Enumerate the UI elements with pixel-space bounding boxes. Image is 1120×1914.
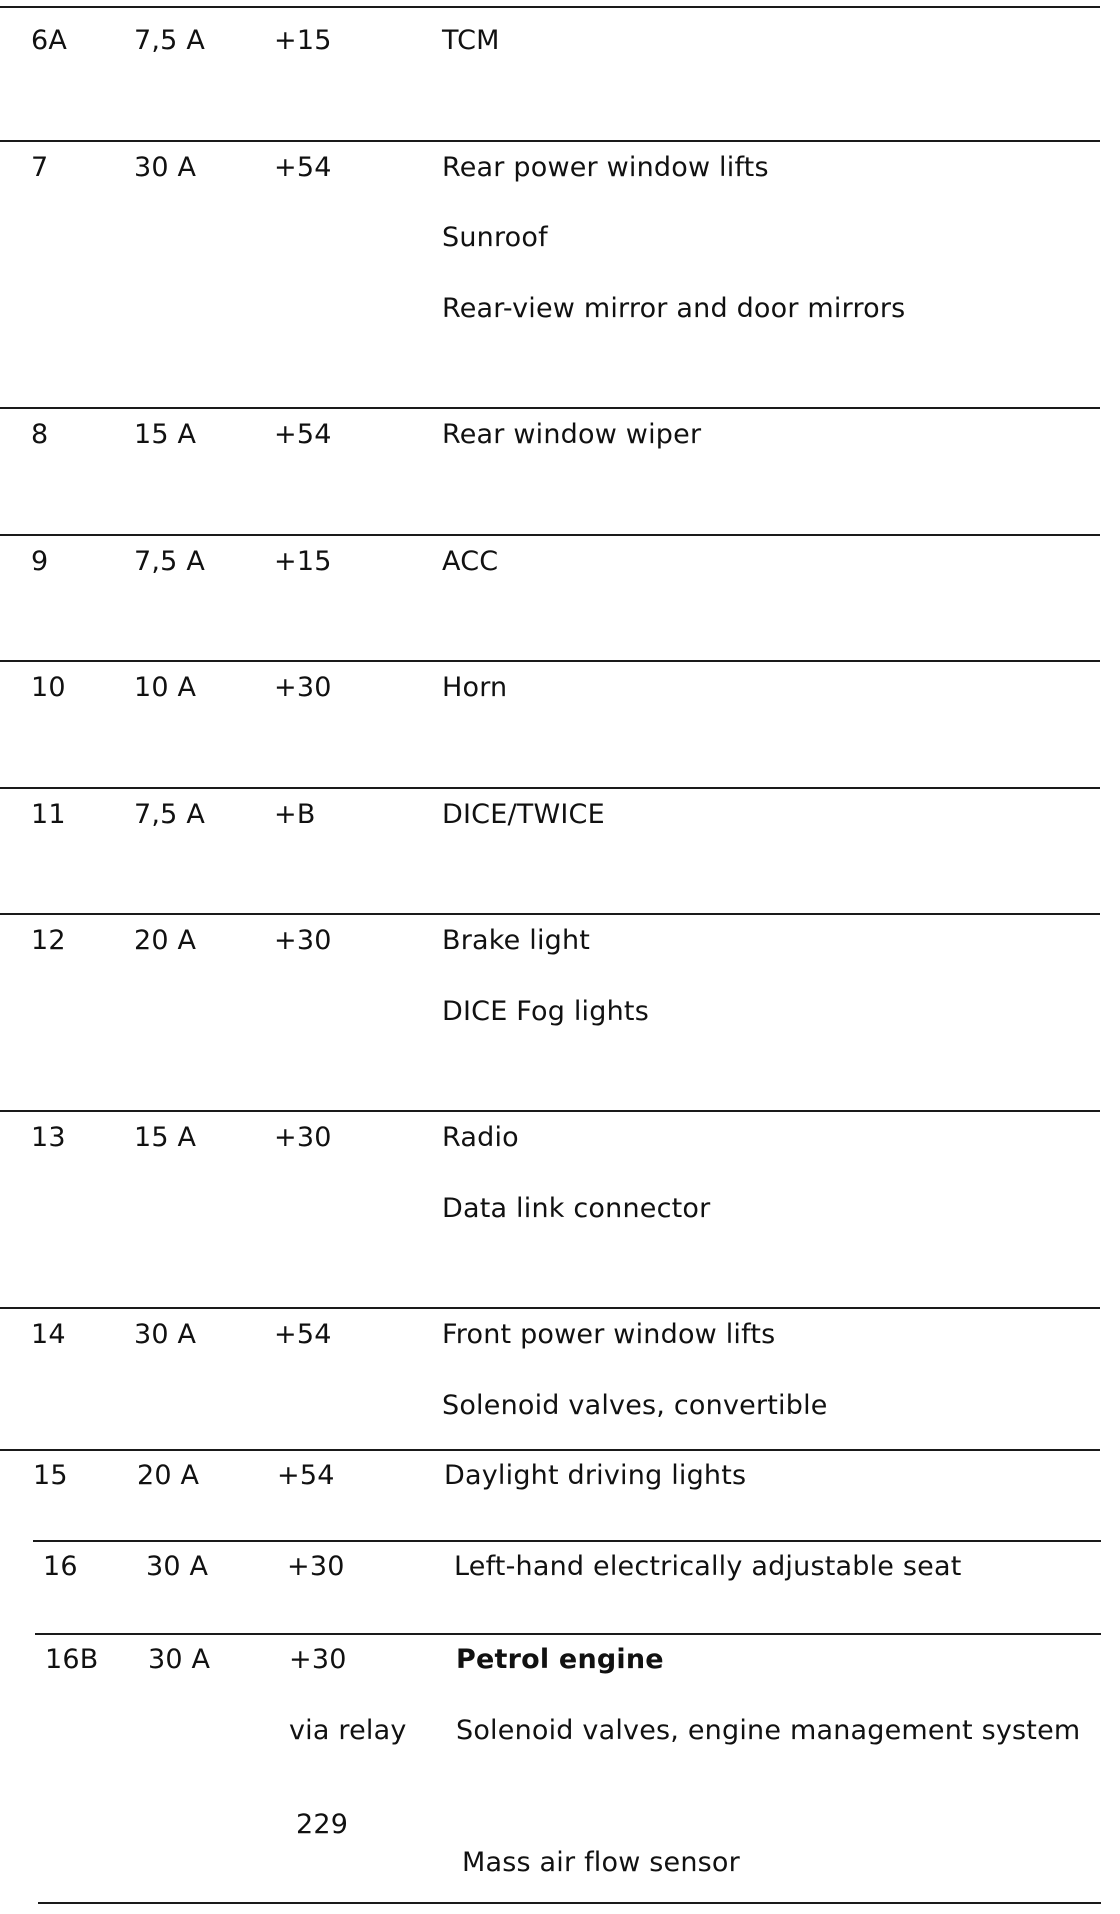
fuse-function: Rear power window lifts <box>442 152 769 183</box>
fuse-number: 11 <box>31 799 66 830</box>
fuse-function: Mass air flow sensor <box>462 1847 740 1878</box>
fuse-rating: 30 A <box>148 1644 211 1675</box>
fuse-number: 13 <box>31 1122 66 1153</box>
row-divider <box>0 913 1100 915</box>
fuse-function: Front power window lifts <box>442 1319 776 1350</box>
fuse-terminal-note: 229 <box>296 1809 349 1840</box>
fuse-rating: 7,5 A <box>134 799 205 830</box>
fuse-number: 7 <box>31 152 49 183</box>
fuse-terminal: +B <box>274 799 316 830</box>
fuse-function: Solenoid valves, engine management system <box>456 1715 1081 1746</box>
fuse-terminal: +30 <box>289 1644 347 1675</box>
fuse-rating: 20 A <box>137 1460 200 1491</box>
row-divider <box>0 1110 1100 1112</box>
fuse-terminal: +30 <box>274 672 332 703</box>
row-divider <box>0 1307 1100 1309</box>
fuse-rating: 30 A <box>134 152 197 183</box>
fuse-function: Radio <box>442 1122 519 1153</box>
row-divider <box>0 787 1100 789</box>
fuse-terminal: +15 <box>274 25 332 56</box>
fuse-terminal: +30 <box>287 1551 345 1582</box>
fuse-function: Left-hand electrically adjustable seat <box>454 1551 962 1582</box>
fuse-number: 9 <box>31 546 49 577</box>
fuse-function: TCM <box>442 25 500 56</box>
fuse-function: Rear window wiper <box>442 419 702 450</box>
fuse-rating: 10 A <box>134 672 197 703</box>
fuse-rating: 15 A <box>134 419 197 450</box>
fuse-terminal: +30 <box>274 925 332 956</box>
fuse-number: 16 <box>43 1551 78 1582</box>
row-divider <box>35 1633 1101 1635</box>
fuse-function: Rear-view mirror and door mirrors <box>442 293 906 324</box>
fuse-number: 10 <box>31 672 66 703</box>
row-divider <box>0 534 1100 536</box>
fuse-terminal: +54 <box>277 1460 335 1491</box>
row-divider <box>0 660 1100 662</box>
fuse-terminal: +54 <box>274 419 332 450</box>
fuse-terminal: +54 <box>274 152 332 183</box>
fuse-function: Horn <box>442 672 508 703</box>
fuse-function: Daylight driving lights <box>444 1460 747 1491</box>
fuse-function: DICE Fog lights <box>442 996 649 1027</box>
row-divider <box>0 6 1100 8</box>
fuse-rating: 7,5 A <box>134 25 205 56</box>
row-divider <box>0 1449 1100 1451</box>
fuse-number: 12 <box>31 925 66 956</box>
row-divider <box>0 407 1100 409</box>
fuse-function: Sunroof <box>442 222 548 253</box>
fuse-terminal: +15 <box>274 546 332 577</box>
fuse-function: Data link connector <box>442 1193 711 1224</box>
fuse-number: 16B <box>45 1644 99 1675</box>
fuse-function: Brake light <box>442 925 591 956</box>
row-divider <box>33 1540 1101 1542</box>
fuse-rating: 20 A <box>134 925 197 956</box>
fuse-number: 14 <box>31 1319 66 1350</box>
fuse-rating: 15 A <box>134 1122 197 1153</box>
fuse-terminal: +30 <box>274 1122 332 1153</box>
fuse-rating: 7,5 A <box>134 546 205 577</box>
fuse-function-heading: Petrol engine <box>456 1644 664 1675</box>
fuse-function: DICE/TWICE <box>442 799 605 830</box>
fuse-function: Solenoid valves, convertible <box>442 1390 828 1421</box>
fuse-terminal: +54 <box>274 1319 332 1350</box>
fuse-number: 6A <box>31 25 68 56</box>
row-divider <box>0 140 1100 142</box>
fuse-number: 15 <box>33 1460 68 1491</box>
fuse-function: ACC <box>442 546 499 577</box>
fuse-rating: 30 A <box>146 1551 209 1582</box>
row-divider <box>38 1902 1101 1904</box>
fuse-terminal-note: via relay <box>289 1715 407 1746</box>
fuse-rating: 30 A <box>134 1319 197 1350</box>
fuse-number: 8 <box>31 419 49 450</box>
